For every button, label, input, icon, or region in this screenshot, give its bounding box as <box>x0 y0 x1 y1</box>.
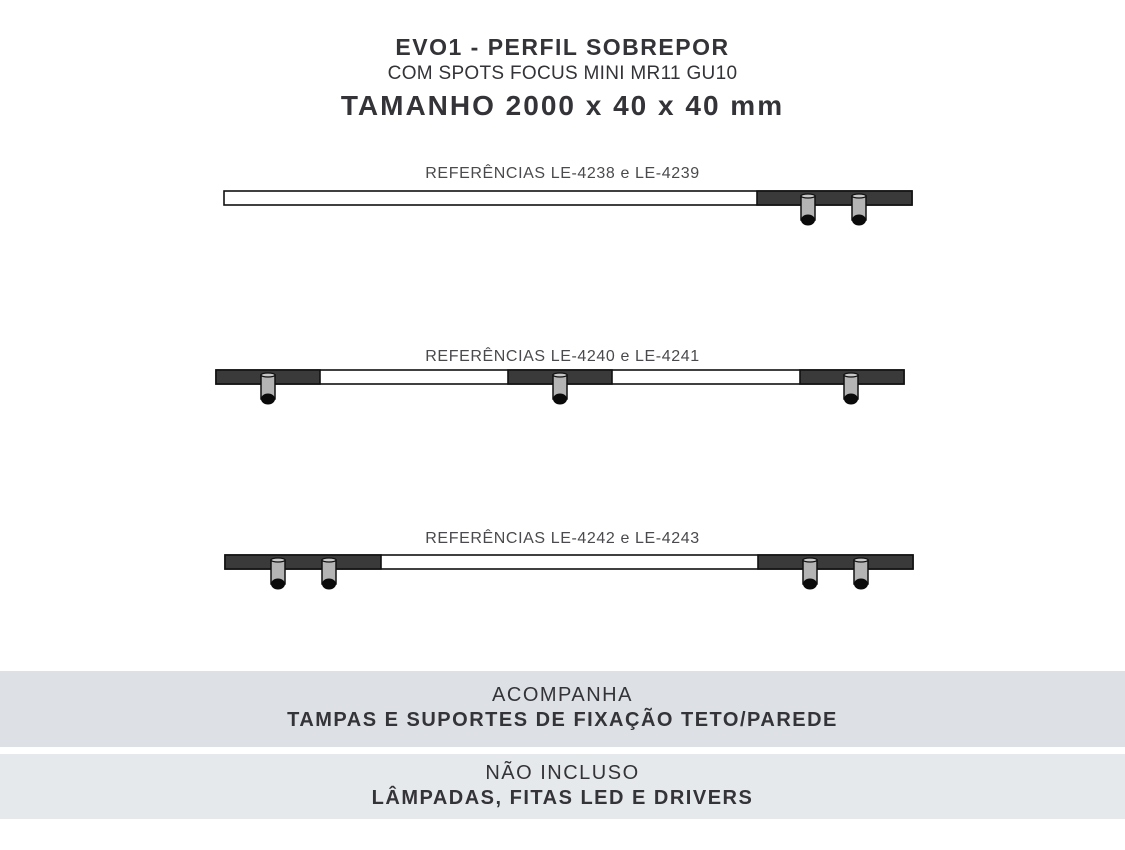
profile-3-drawing <box>225 555 913 590</box>
profile-3-spot-section-right <box>758 555 913 569</box>
included-items: TAMPAS E SUPORTES DE FIXAÇÃO TETO/PAREDE <box>287 709 838 731</box>
included-heading: ACOMPANHA <box>492 684 633 706</box>
profile-1-reference: REFERÊNCIAS LE-4238 e LE-4239 <box>425 165 700 182</box>
spot-icon <box>553 373 567 405</box>
spot-icon <box>801 194 815 226</box>
product-size: TAMANHO 2000 x 40 x 40 mm <box>340 90 785 121</box>
spot-icon <box>271 558 285 590</box>
profile-3-spot-section-left <box>225 555 381 569</box>
product-title: EVO1 - PERFIL SOBREPOR <box>395 34 730 60</box>
not-included-items: LÂMPADAS, FITAS LED E DRIVERS <box>371 787 754 809</box>
profile-1-spot-section <box>757 191 912 205</box>
profile-2-reference: REFERÊNCIAS LE-4240 e LE-4241 <box>425 348 700 365</box>
spot-icon <box>854 558 868 590</box>
profile-3-reference: REFERÊNCIAS LE-4242 e LE-4243 <box>425 530 700 547</box>
spot-icon <box>322 558 336 590</box>
spot-icon <box>844 373 858 405</box>
profile-1-drawing <box>224 191 912 226</box>
spot-icon <box>803 558 817 590</box>
spot-icon <box>852 194 866 226</box>
not-included-heading: NÃO INCLUSO <box>485 762 640 784</box>
spot-icon <box>261 373 275 405</box>
profile-2-drawing <box>216 370 904 405</box>
included-band <box>0 671 1125 747</box>
product-subtitle: COM SPOTS FOCUS MINI MR11 GU10 <box>387 63 738 84</box>
not-included-band <box>0 754 1125 819</box>
